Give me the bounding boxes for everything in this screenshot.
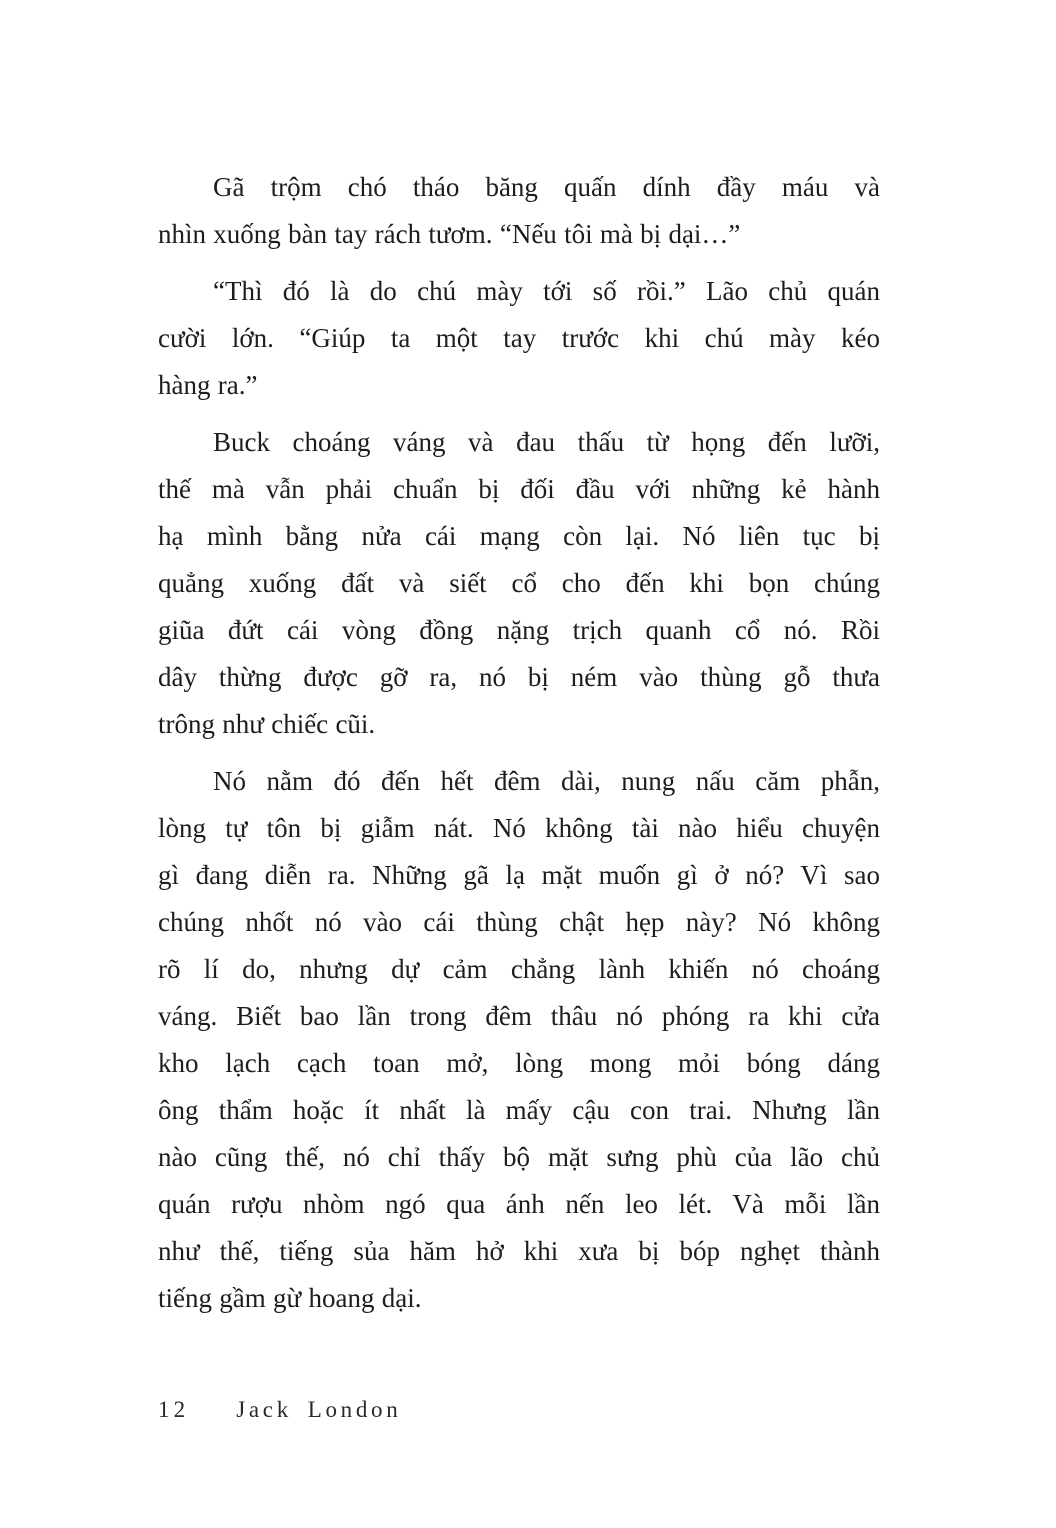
text-line: Gã trộm chó tháo băng quấn dính đầy máu và [213,172,880,202]
text-line: thế mà vẫn phải chuẩn bị đối đầu với những kẻ hành [158,474,880,504]
text-line: hạ mình bằng nửa cái mạng còn lại. Nó liên tục bị [158,521,880,551]
page-number: 12 [158,1397,190,1422]
text-line: dây thừng được gỡ ra, nó bị ném vào thùng gỗ thưa [158,662,880,692]
text-line: kho lạch cạch toan mở, lòng mong mỏi bóng dáng [158,1048,880,1078]
text-line: tiếng gầm gừ hoang dại. [158,1283,422,1313]
text-line: ông thẩm hoặc ít nhất là mấy cậu con trai. Nhưng lần [158,1095,880,1125]
text-line: chúng nhốt nó vào cái thùng chật hẹp này? Nó không [158,907,880,937]
text-line: giũa đứt cái vòng đồng nặng trịch quanh cổ nó. Rồi [158,615,880,645]
text-line: váng. Biết bao lần trong đêm thâu nó phóng ra khi cửa [158,1001,880,1031]
text-line: nhìn xuống bàn tay rách tươm. “Nếu tôi mà bị dại…” [158,219,741,249]
paragraph [158,419,880,748]
text-line: nào cũng thế, nó chỉ thấy bộ mặt sưng phù của lão chủ [158,1142,880,1172]
author-name: Jack London [236,1397,402,1422]
paragraph [158,164,880,258]
text-line: “Thì đó là do chú mày tới số rồi.” Lão chủ quán [213,276,880,306]
text-line: quẳng xuống đất và siết cổ cho đến khi bọn chúng [158,568,880,598]
text-block [158,164,880,1332]
footer [158,1396,401,1424]
text-line: trông như chiếc cũi. [158,709,376,739]
text-line: gì đang diễn ra. Những gã lạ mặt muốn gì ở nó? Vì sao [158,860,880,890]
text-line: lòng tự tôn bị giẫm nát. Nó không tài nào hiểu chuyện [158,813,880,843]
text-line: Nó nằm đó đến hết đêm dài, nung nấu căm phẫn, [213,766,880,796]
text-line: Buck choáng váng và đau thấu từ họng đến lưỡi, [213,427,880,457]
paragraph [158,758,880,1322]
text-line: cười lớn. “Giúp ta một tay trước khi chú mày kéo [158,323,880,353]
text-line: như thế, tiếng sủa hăm hở khi xưa bị bóp nghẹt thành [158,1236,880,1266]
text-line: quán rượu nhòm ngó qua ánh nến leo lét. Và mỗi lần [158,1189,880,1219]
paragraph [158,268,880,409]
text-line: rõ lí do, nhưng dự cảm chẳng lành khiến nó choáng [158,954,880,984]
text-line: hàng ra.” [158,370,258,400]
